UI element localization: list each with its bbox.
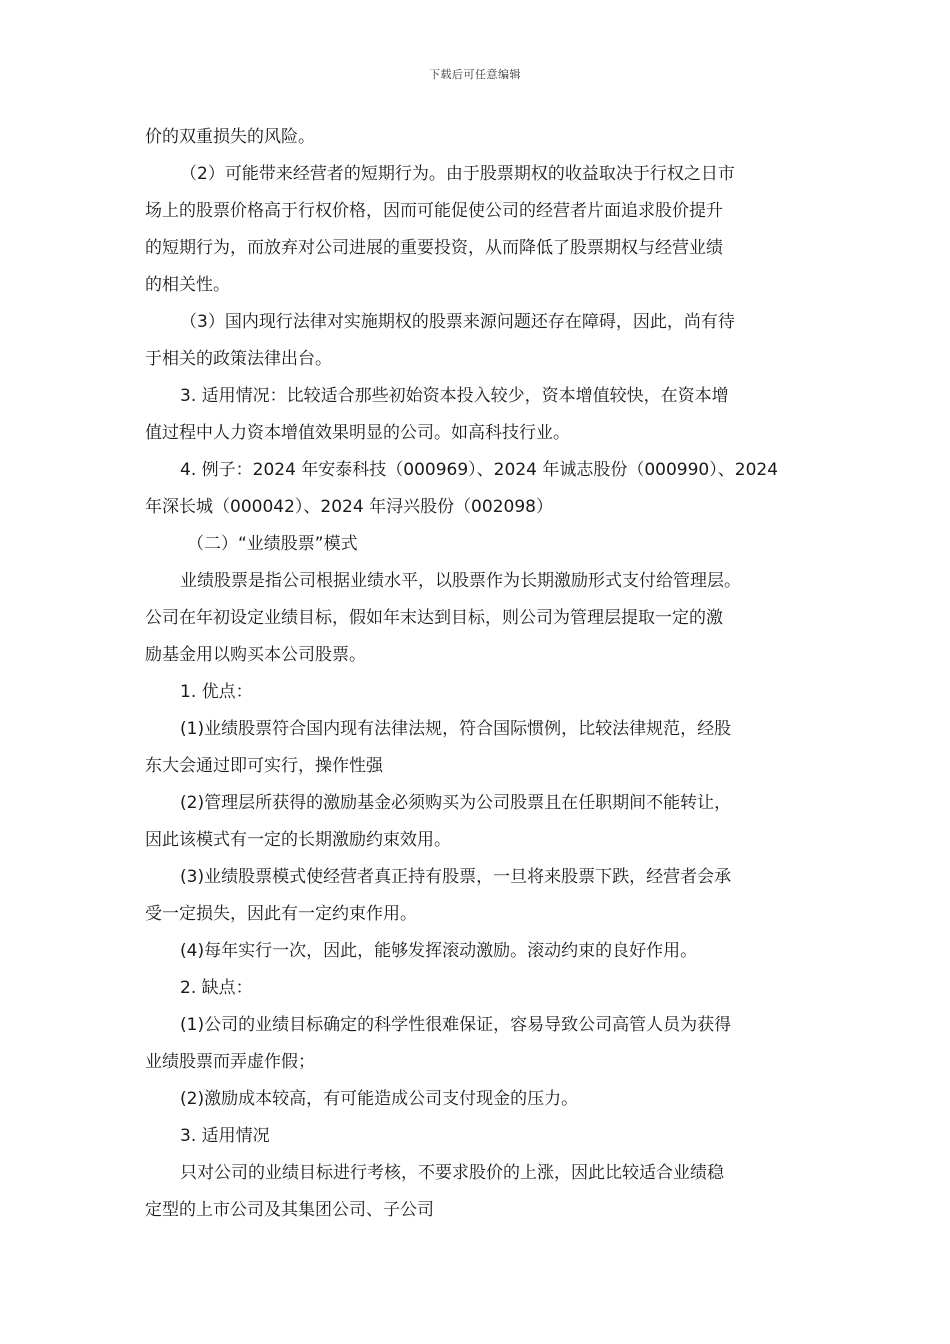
subheading: 2. 缺点： [180,978,253,998]
text-line: 只对公司的业绩目标进行考核，不要求股价的上涨，因此比较适合业绩稳 [180,1163,724,1183]
section-heading: （二）“业绩股票”模式 [187,534,358,554]
text-line: （3）国内现行法律对实施期权的股票来源问题还存在障碍，因此，尚有待 [180,312,735,332]
document-body [145,119,810,1229]
text-line: 因此该模式有一定的长期激励约束效用。 [145,830,451,850]
text-line: 4. 例子：2024 年安泰科技（000969）、2024 年诚志股份（000990）、2024 [180,460,779,480]
text-line: 定型的上市公司及其集团公司、子公司 [145,1200,434,1220]
text-line: 年深长城（000042）、2024 年浔兴股份（002098） [145,497,553,517]
text-line: 3. 适用情况：比较适合那些初始资本投入较少，资本增值较快，在资本增 [180,386,729,406]
text-line: (1)公司的业绩目标确定的科学性很难保证，容易导致公司高管人员为获得 [180,1015,732,1035]
text-line: 于相关的政策法律出台。 [145,349,332,369]
page-header: 下载后可任意编辑 [429,68,521,81]
text-line: 业绩股票而弄虚作假； [145,1052,315,1072]
text-line: 励基金用以购买本公司股票。 [145,645,366,665]
text-line: (4)每年实行一次，因此，能够发挥滚动激励。滚动约束的良好作用。 [180,941,698,961]
text-line: (2)激励成本较高，有可能造成公司支付现金的压力。 [180,1089,579,1109]
text-line: （2）可能带来经营者的短期行为。由于股票期权的收益取决于行权之日市 [180,164,735,184]
text-line: 的相关性。 [145,275,230,295]
text-line: 价的双重损失的风险。 [145,127,315,147]
subheading: 1. 优点： [180,682,253,702]
subheading: 3. 适用情况 [180,1126,270,1146]
text-line: 场上的股票价格高于行权价格，因而可能促使公司的经营者片面追求股价提升 [145,201,723,221]
text-line: (3)业绩股票模式使经营者真正持有股票，一旦将来股票下跌，经营者会承 [180,867,732,887]
text-line: 受一定损失，因此有一定约束作用。 [145,904,417,924]
text-line: 东大会通过即可实行，操作性强 [145,756,383,776]
text-line: (1)业绩股票符合国内现有法律法规，符合国际惯例，比较法律规范，经股 [180,719,732,739]
text-line: 的短期行为，而放弃对公司进展的重要投资，从而降低了股票期权与经营业绩 [145,238,723,258]
text-line: 业绩股票是指公司根据业绩水平，以股票作为长期激励形式支付给管理层。 [180,571,741,591]
text-line: 公司在年初设定业绩目标，假如年末达到目标，则公司为管理层提取一定的激 [145,608,723,628]
text-line: (2)管理层所获得的激励基金必须购买为公司股票且在任职期间不能转让， [180,793,732,813]
text-line: 值过程中人力资本增值效果明显的公司。如高科技行业。 [145,423,570,443]
